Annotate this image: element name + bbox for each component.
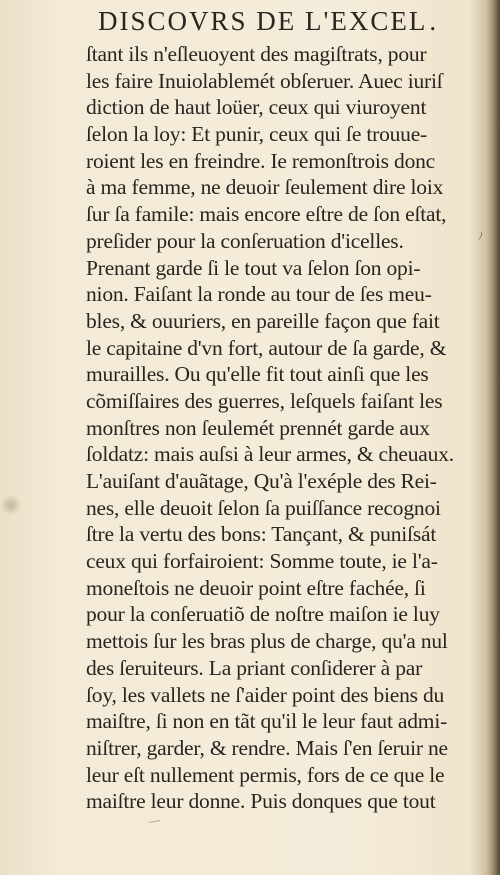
text-line: maiſtre leur donne. Puis donques que tout (86, 789, 436, 814)
text-line: preſider pour la conſeruation d'icelles. (86, 228, 404, 253)
text-line: leur eſt nullement permis, fors de ce que le (86, 762, 445, 787)
text-line: ſoldatz: mais auſsi à leur armes, & cheuaux. (86, 442, 454, 467)
ink-mark (147, 814, 160, 823)
page-gutter-shadow (486, 0, 500, 875)
margin-mark: ﾉ (478, 232, 483, 243)
running-head-title: DISCOVRS DE L'EXCEL (98, 6, 428, 36)
text-line: les faire Inuiolablemét obſeruer. Auec iuriſ (86, 68, 443, 93)
body-text (86, 41, 482, 815)
text-line: ſtre la vertu des bons: Tançant, & puniſsát (86, 522, 437, 547)
text-line: Prenant garde ſi le tout va ſelon ſon opi- (86, 255, 421, 280)
text-line: nion. Faiſant la ronde au tour de ſes meu- (86, 282, 432, 307)
text-line: ceux qui forfairoient: Somme toute, ie l'a- (86, 549, 438, 574)
text-line: cõmiſſaires des guerres, leſquels faiſant les (86, 388, 443, 413)
text-line: monſtres non ſeulemét prennét garde aux (86, 415, 430, 440)
text-line: ſur ſa famile: mais encore eſtre de ſon eſtat, (86, 202, 447, 227)
text-line: ſtant ils n'eſleuoyent des magiſtrats, pour (86, 42, 427, 66)
text-line: moneſtois ne deuoir point eſtre fachée, ſi (86, 575, 426, 600)
text-line: à ma femme, ne deuoir ſeulement dire loix (86, 175, 444, 200)
text-line: ſelon la loy: Et punir, ceux qui ſe trouue- (86, 122, 428, 147)
text-line: roient les en freindre. Ie remonſtrois donc (86, 148, 436, 173)
text-line: murailles. Ou qu'elle fit tout ainſi que les (86, 362, 429, 387)
running-head-period: . (429, 6, 439, 36)
text-line: pour la conſeruatiõ de noſtre maiſon ie luy (86, 602, 440, 627)
text-line: diction de haut loüer, ceux qui viuroyent (86, 95, 427, 120)
text-line: bles, & ouuriers, en pareille façon que fait (86, 308, 440, 333)
text-line: L'auiſant d'auãtage, Qu'à l'exéple des Rei- (86, 469, 437, 493)
text-line: des ſeruiteurs. La priant conſiderer à par (86, 655, 423, 680)
running-head (98, 6, 478, 37)
left-margin-stain (0, 495, 22, 515)
text-line: niſtrer, garder, & rendre. Mais ſ'en ſeruir ne (86, 735, 448, 760)
text-line: nes, elle deuoit ſelon ſa puiſſance recognoi (86, 495, 441, 520)
text-line: le capitaine d'vn fort, autour de ſa garde, & (86, 335, 447, 360)
text-line: ſoy, les vallets ne ſ'aider point des biens du (86, 682, 445, 707)
text-line: mettois ſur les bras plus de charge, qu'a nul (86, 629, 448, 654)
text-line: maiſtre, ſi non en tãt qu'il le leur faut admi- (86, 709, 448, 734)
